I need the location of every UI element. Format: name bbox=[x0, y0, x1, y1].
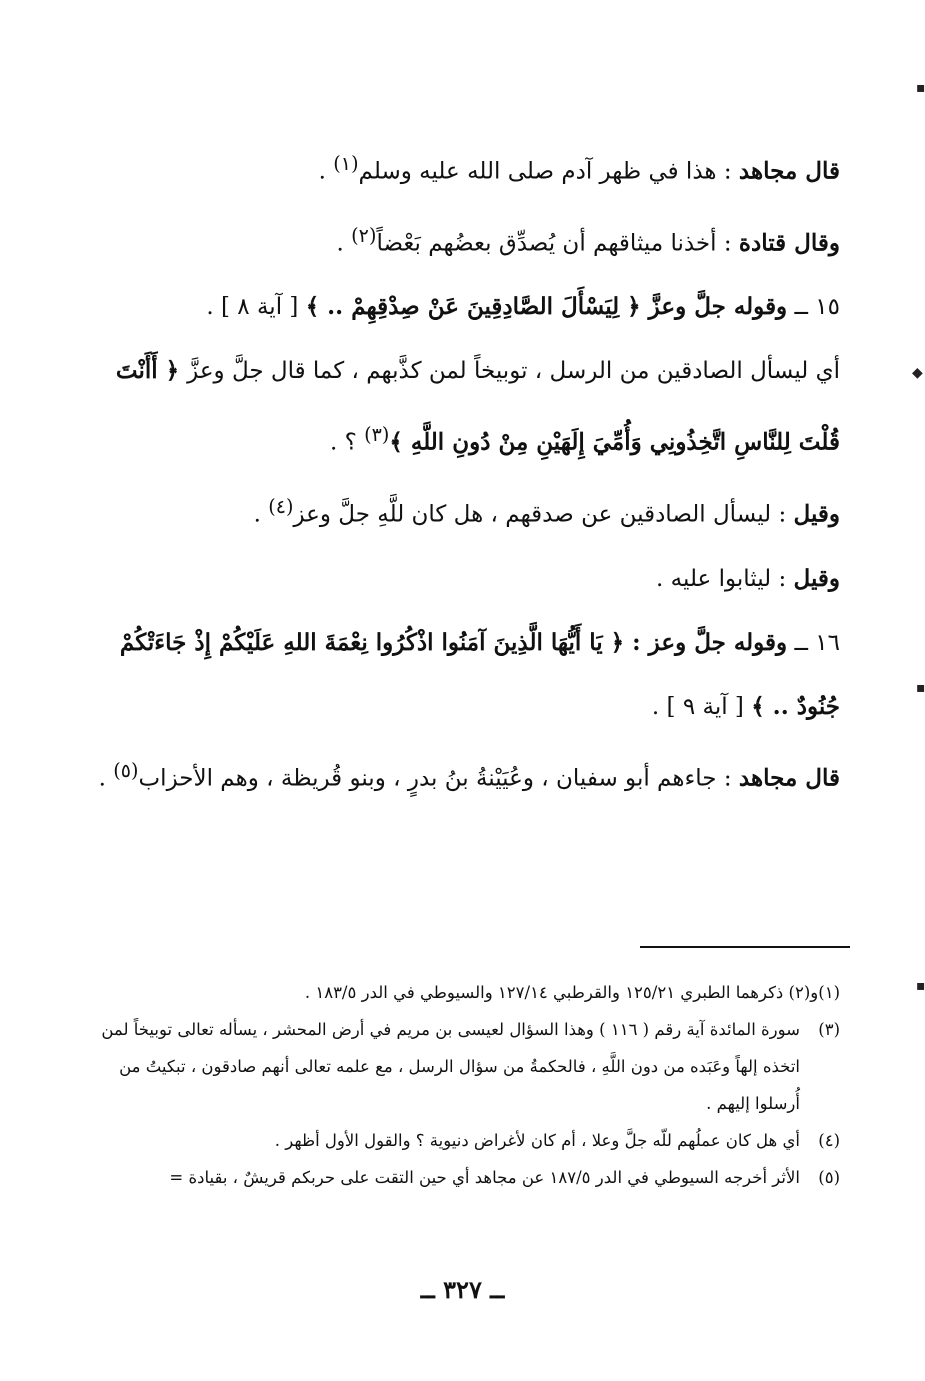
footnote-text: (١)و(٢) ذكرهما الطبري ١٢٥/٢١ والقرطبي ١٢٧/١٤ والسيوطي في الدر ١٨٣/٥ . bbox=[304, 983, 840, 1002]
footnote-ref: (٢) bbox=[351, 223, 377, 247]
footnote-number: (٣) bbox=[818, 1020, 840, 1039]
verse-reference: [ آية ٩ ] . bbox=[651, 693, 752, 720]
scan-edge-mark: ▪ bbox=[916, 680, 925, 696]
paragraph-text: أي ليسأل الصادقين من الرسل ، توبيخاً لمن كذَّبهم ، كما قال جلَّ وعزَّ bbox=[187, 358, 840, 385]
footnote-ref: (٥) bbox=[113, 758, 139, 782]
paragraph-mujahid-1 bbox=[96, 132, 840, 204]
paragraph-end: . bbox=[336, 230, 352, 257]
footnote-text: أي هل كان عملُهم للّه جلَّ وعلا ، أم كان لأغراض دنيوية ؟ والقول الأول أظهر . bbox=[274, 1131, 800, 1150]
paragraph-explanation bbox=[96, 339, 840, 475]
main-text bbox=[96, 132, 840, 810]
quran-verse: ﴿ أَأَنْتَ قُلْتَ لِلنَّاسِ اتَّخِذُونِي وَأُمِّيَ إِلَهَيْنِ مِنْ دُونِ اللَّهِ ﴾ bbox=[115, 357, 840, 456]
footnote-4 bbox=[96, 1122, 840, 1159]
paragraph-qil-2 bbox=[96, 547, 840, 611]
speaker-lead: وقال قتادة bbox=[738, 229, 840, 257]
paragraph-text: : أخذنا ميثاقهم أن يُصدِّق بعضُهم بَعْضاً bbox=[376, 230, 739, 257]
footnote-5 bbox=[96, 1159, 840, 1196]
paragraph-mujahid-2 bbox=[96, 739, 840, 811]
scan-edge-mark: ◆ bbox=[912, 365, 923, 381]
quran-verse: ﴿ لِيَسْأَلَ الصَّادِقِينَ عَنْ صِدْقِهِمْ .. ﴾ bbox=[305, 293, 649, 321]
item-number: ١٥ ــ bbox=[787, 294, 840, 321]
footnote-ref: (٣) bbox=[364, 423, 390, 447]
scan-edge-mark: ▪ bbox=[916, 978, 925, 994]
speaker-lead: قال مجاهد bbox=[738, 157, 840, 185]
paragraph-end: . bbox=[98, 765, 114, 792]
verse-reference: [ آية ٨ ] . bbox=[206, 294, 306, 321]
paragraph-text: : هذا في ظهر آدم صلى الله عليه وسلم bbox=[358, 158, 739, 185]
footnote-ref: (١) bbox=[333, 152, 359, 175]
footnote-1-2 bbox=[96, 974, 840, 1011]
paragraph-end: . bbox=[253, 501, 269, 528]
footnote-text: سورة المائدة آية رقم ( ١١٦ ) وهذا السؤال لعيسى بن مريم في أرض المحشر ، يسأله تعالى توبيخاً لمن اتخذه إلهاً وعَبَده من دون اللَّهِ ، فالحكمةُ من سؤال الرسل ، مع علمه تعالى أنهم صادقون ، تبكيتُ من أُرسلوا إليهم . bbox=[101, 1020, 800, 1113]
paragraph-text: : ليسأل الصادقين عن صدقهم ، هل كان للَّهِ جلَّ وعز bbox=[293, 501, 794, 528]
paragraph-end: . bbox=[318, 158, 334, 185]
paragraph-qil-1 bbox=[96, 475, 840, 547]
page-number: ــ ٣٢٧ ــ bbox=[420, 1275, 505, 1304]
item-number: ١٦ ــ bbox=[787, 629, 840, 656]
speaker-lead: وقيل bbox=[793, 500, 840, 528]
speaker-lead: وقيل bbox=[793, 564, 840, 592]
paragraph-qatada bbox=[96, 204, 840, 276]
item-lead: وقوله جلَّ وعز : bbox=[632, 628, 788, 656]
paragraph-item-15 bbox=[96, 275, 840, 339]
paragraph-end: ؟ . bbox=[329, 429, 365, 456]
paragraph-text: : ليثابوا عليه . bbox=[656, 565, 794, 592]
footnote-text: الأثر أخرجه السيوطي في الدر ١٨٧/٥ عن مجاهد أي حين التقت على حربكم قريشٌ ، بقيادة = bbox=[169, 1168, 800, 1187]
scan-edge-mark: ▪ bbox=[916, 80, 925, 96]
footnotes bbox=[96, 974, 840, 1196]
footnote-ref: (٤) bbox=[268, 494, 294, 518]
speaker-lead: قال مجاهد bbox=[738, 764, 840, 792]
item-lead: وقوله جلَّ وعزَّ bbox=[648, 293, 788, 321]
footnote-separator bbox=[640, 946, 850, 948]
paragraph-item-16 bbox=[96, 611, 840, 739]
quran-verse: ﴿ يَا أَيُّهَا الَّذِينَ آمَنُوا اذْكُرُوا نِعْمَةَ اللهِ عَلَيْكُمْ إِذْ جَاءَتْكُمْ جُنُودٌ .. ﴾ bbox=[119, 628, 840, 720]
footnote-number: (٥) bbox=[818, 1168, 840, 1187]
footnote-number: (٤) bbox=[818, 1131, 840, 1150]
footnote-3 bbox=[96, 1011, 840, 1122]
paragraph-text: : جاءهم أبو سفيان ، وعُيَيْنةُ بنُ بدرٍ ، وبنو قُريظة ، وهم الأحزاب bbox=[138, 765, 739, 792]
